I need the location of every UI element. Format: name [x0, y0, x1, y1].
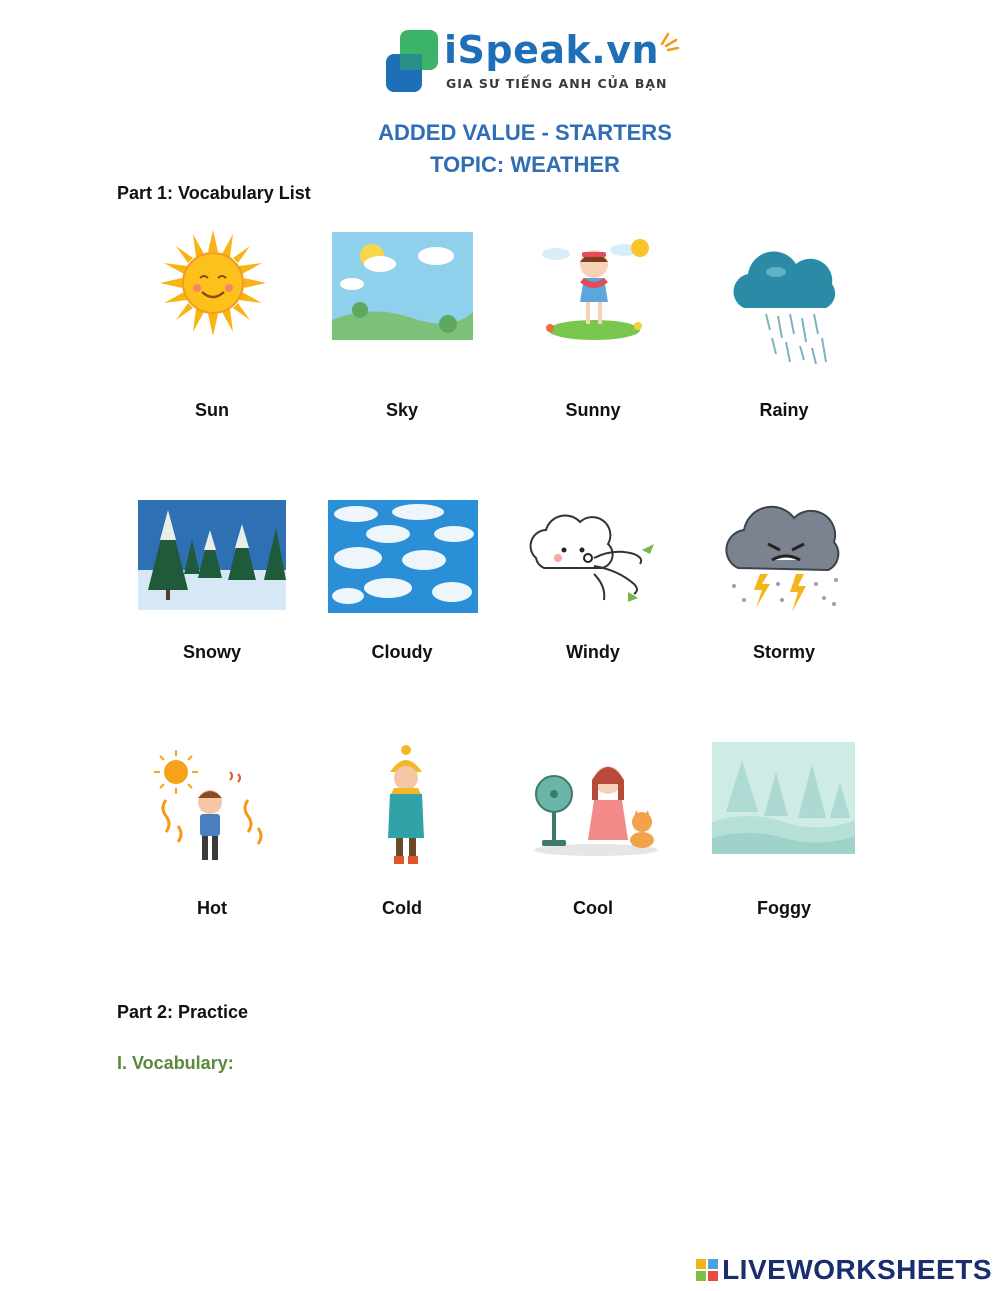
vocabulary-subheading: I. Vocabulary:	[117, 1053, 234, 1073]
sun-icon	[160, 230, 266, 336]
vocab-label-stormy: Stormy	[752, 642, 815, 662]
rain-cloud-icon	[726, 238, 842, 366]
vocab-label-sky: Sky	[385, 400, 419, 420]
vocab-label-windy: Windy	[566, 642, 620, 662]
vocab-label-rainy: Rainy	[759, 400, 809, 420]
storm-cloud-icon	[724, 504, 848, 614]
worksheet-topic: TOPIC: WEATHER	[430, 152, 620, 177]
vocab-label-snowy: Snowy	[182, 642, 241, 662]
vocab-label-foggy: Foggy	[757, 898, 811, 918]
part2-heading: Part 2: Practice	[117, 1002, 249, 1022]
sky-icon	[332, 232, 473, 340]
vocab-label-cool: Cool	[573, 898, 613, 918]
brand-tagline: GIA SƯ TIẾNG ANH CỦA BẠN	[446, 76, 668, 91]
sunny-girl-icon	[536, 234, 656, 344]
fog-landscape-icon	[712, 742, 855, 854]
cold-girl-icon	[378, 744, 434, 870]
vocab-label-sunny: Sunny	[565, 400, 621, 420]
ispeak-logo-icon	[384, 28, 442, 94]
liveworksheets-brand: LIVEWORKSHEETS	[722, 1254, 992, 1285]
ispeak-logo	[384, 26, 684, 98]
vocab-label-hot: Hot	[197, 898, 227, 918]
snowy-forest-icon	[138, 500, 286, 610]
worksheet-title: ADDED VALUE - STARTERS	[378, 120, 672, 145]
fan-girl-icon	[530, 754, 660, 858]
vocab-label-cloudy: Cloudy	[371, 642, 433, 662]
liveworksheets-logo[interactable]	[696, 1252, 992, 1288]
hot-boy-icon	[150, 748, 270, 866]
part1-heading: Part 1: Vocabulary List	[117, 183, 311, 203]
brand-name: iSpeak.vn	[444, 28, 660, 72]
vocab-label-sun: Sun	[195, 400, 229, 420]
wind-cloud-icon	[528, 508, 662, 608]
liveworksheets-icon	[696, 1259, 718, 1281]
sparkle-icon	[658, 30, 680, 52]
cloudy-sky-icon	[328, 500, 478, 613]
vocab-label-cold: Cold	[382, 898, 422, 918]
